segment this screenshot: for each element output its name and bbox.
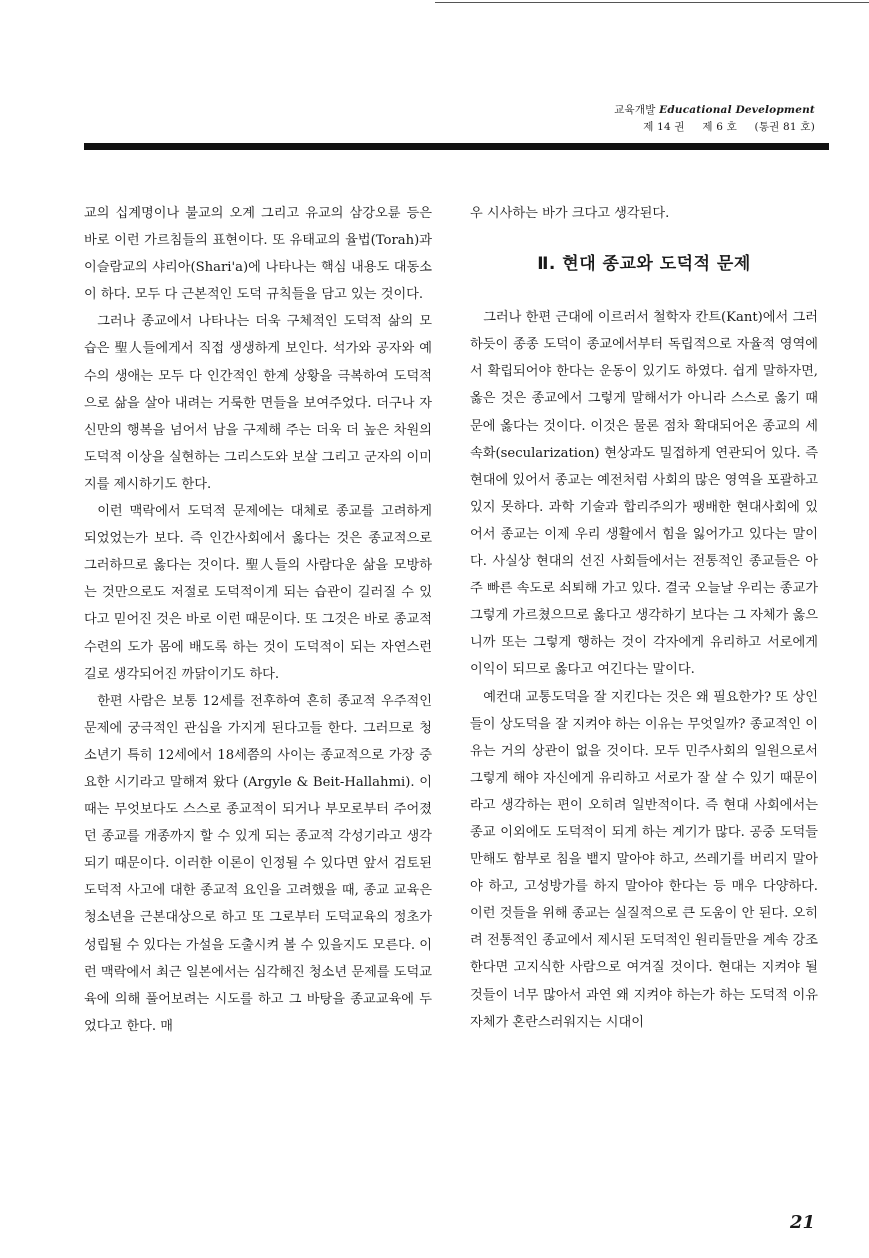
right-paragraph-1: 그러나 한편 근대에 이르러서 철학자 칸트(Kant)에서 그러하듯이 종종 도덕이 종교에서부터 독립적으로 자율적 영역에서 확립되어야 한다는 운동이 있기도 하였다. 쉽게 말하자면, 옳은 것은 종교에서 그렇게 말해서가 아니라 스스로 옳기 때문에 옳다는 것이다. 이것은 물론 점차 확대되어온 종교의 세속화(secularization) 현상과도 밀접하게 연관되어 있다. 즉 현대에 있어서 종교는 예전처럼 사회의 많은 영역을 포괄하고 있지 못하다. 과학 기술과 합리주의가 팽배한 현대사회에 있어서 종교는 이제 우리 생활에서 힘을 잃어가고 있다는 말이다. 사실상 현대의 선진 사회들에서는 전통적인 종교들은 아주 빠른 속도로 쇠퇴해 가고 있다. 결국 오늘날 우리는 종교가 그렇게 가르쳤으므로 옳다고 생각하기 보다는 그 자체가 옳으니까 또는 그렇게 행하는 것이 각자에게 유리하고 서로에게 이익이 되므로 옳다고 여긴다는 말이다. (470, 310, 818, 678)
journal-title (614, 102, 815, 119)
header-divider-rule (84, 143, 829, 150)
section-heading: Ⅱ. 현대 종교와 도덕적 문제 (537, 254, 751, 275)
top-hairline-rule (435, 2, 869, 3)
issue-info (614, 119, 815, 136)
running-header (614, 102, 815, 136)
left-paragraph-3: 이런 맥락에서 도덕적 문제에는 대체로 종교를 고려하게 되었었는가 보다. 즉 인간사회에서 옳다는 것은 종교적으로 그러하므로 옳다는 것이다. 聖人들의 사람다운 삶을 모방하는 것만으로도 저절로 도덕적이게 되는 습관이 길러질 수 있다고 믿어진 것은 바로 이런 때문이다. 또 그것은 바로 종교적 수련의 도가 몸에 배도록 하는 것이 도덕적이 되는 자연스런 길로 생각되어진 까닭이기도 하다. (84, 504, 432, 682)
page-number: 21 (789, 1212, 815, 1233)
volume-label: 제 14 권 (643, 121, 685, 133)
left-paragraph-2: 그러나 종교에서 나타나는 더욱 구체적인 도덕적 삶의 모습은 聖人들에게서 직접 생생하게 보인다. 석가와 공자와 예수의 생애는 모두 다 인간적인 한계 상황을 극복하여 도덕적으로 삶을 살아 내려는 거룩한 면들을 보여주었다. 더구나 자신만의 행복을 넘어서 남을 구제해 주는 더욱 더 높은 차원의 도덕적 이상을 실현하는 그리스도와 보살 그리고 군자의 이미지를 제시하기도 한다. (84, 314, 432, 492)
right-column (470, 200, 818, 1036)
journal-title-english: Educational Development (659, 104, 815, 116)
total-issue-label: (통권 81 호) (754, 121, 815, 133)
journal-title-korean: 교육개발 (614, 104, 656, 116)
right-lead-paragraph: 우 시사하는 바가 크다고 생각된다. (470, 206, 670, 221)
number-label: 제 6 호 (702, 121, 737, 133)
left-paragraph-4: 한편 사람은 보통 12세를 전후하여 흔히 종교적 우주적인 문제에 궁극적인 관심을 가지게 된다고들 한다. 그러므로 청소년기 특히 12세에서 18세쯤의 사이는 종교적으로 가장 중요한 시기라고 말해져 왔다 (Argyle & Beit-Hallahmi). 이 때는 무엇보다도 스스로 종교적이 되거나 부모로부터 주어졌던 종교를 개종까지 할 수 있게 되는 종교적 각성기라고 생각되기 때문이다. 이러한 이론이 인정될 수 있다면 앞서 검토된 도덕적 사고에 대한 종교적 요인을 고려했을 때, 종교 교육은 청소년을 근본대상으로 하고 또 그로부터 도덕교육의 정초가 성립될 수 있다는 가설을 도출시켜 볼 수 있을지도 모른다. 이런 맥락에서 최근 일본에서는 심각해진 청소년 문제를 도덕교육에 의해 풀어보려는 시도를 하고 그 바탕을 종교교육에 두었다고 한다. 매 (84, 693, 432, 1034)
left-column (84, 200, 432, 1040)
right-paragraph-2: 예컨대 교통도덕을 잘 지킨다는 것은 왜 필요한가? 또 상인들이 상도덕을 잘 지켜야 하는 이유는 무엇일까? 종교적인 이유는 거의 상관이 없을 것이다. 모두 민주사회의 일원으로서 그렇게 해야 자신에게 유리하고 서로가 잘 살 수 있기 때문이라고 생각하는 편이 오히려 일반적이다. 즉 현대 사회에서는 종교 이외에도 도덕적이 되게 하는 계기가 많다. 공중 도덕들만해도 함부로 침을 뱉지 말아야 하고, 쓰레기를 버리지 말아야 하고, 고성방가를 하지 말아야 한다는 등 매우 다양하다. 이런 것들을 위해 종교는 실질적으로 큰 도움이 안 된다. 오히려 전통적인 종교에서 제시된 도덕적인 원리들만을 계속 강조한다면 고지식한 사람으로 여겨질 것이다. 현대는 지켜야 될 것들이 너무 많아서 과연 왜 지켜야 하는가 하는 도덕적 이유 자체가 혼란스러워지는 시대이 (470, 689, 818, 1030)
left-paragraph-1: 교의 십계명이나 불교의 오계 그리고 유교의 삼강오륜 등은 바로 이런 가르침들의 표현이다. 또 유태교의 율법(Torah)과 이슬람교의 샤리아(Shari'a)에 나타나는 핵심 내용도 대동소이 하다. 모두 다 근본적인 도덕 규칙들을 담고 있는 것이다. (84, 206, 432, 303)
